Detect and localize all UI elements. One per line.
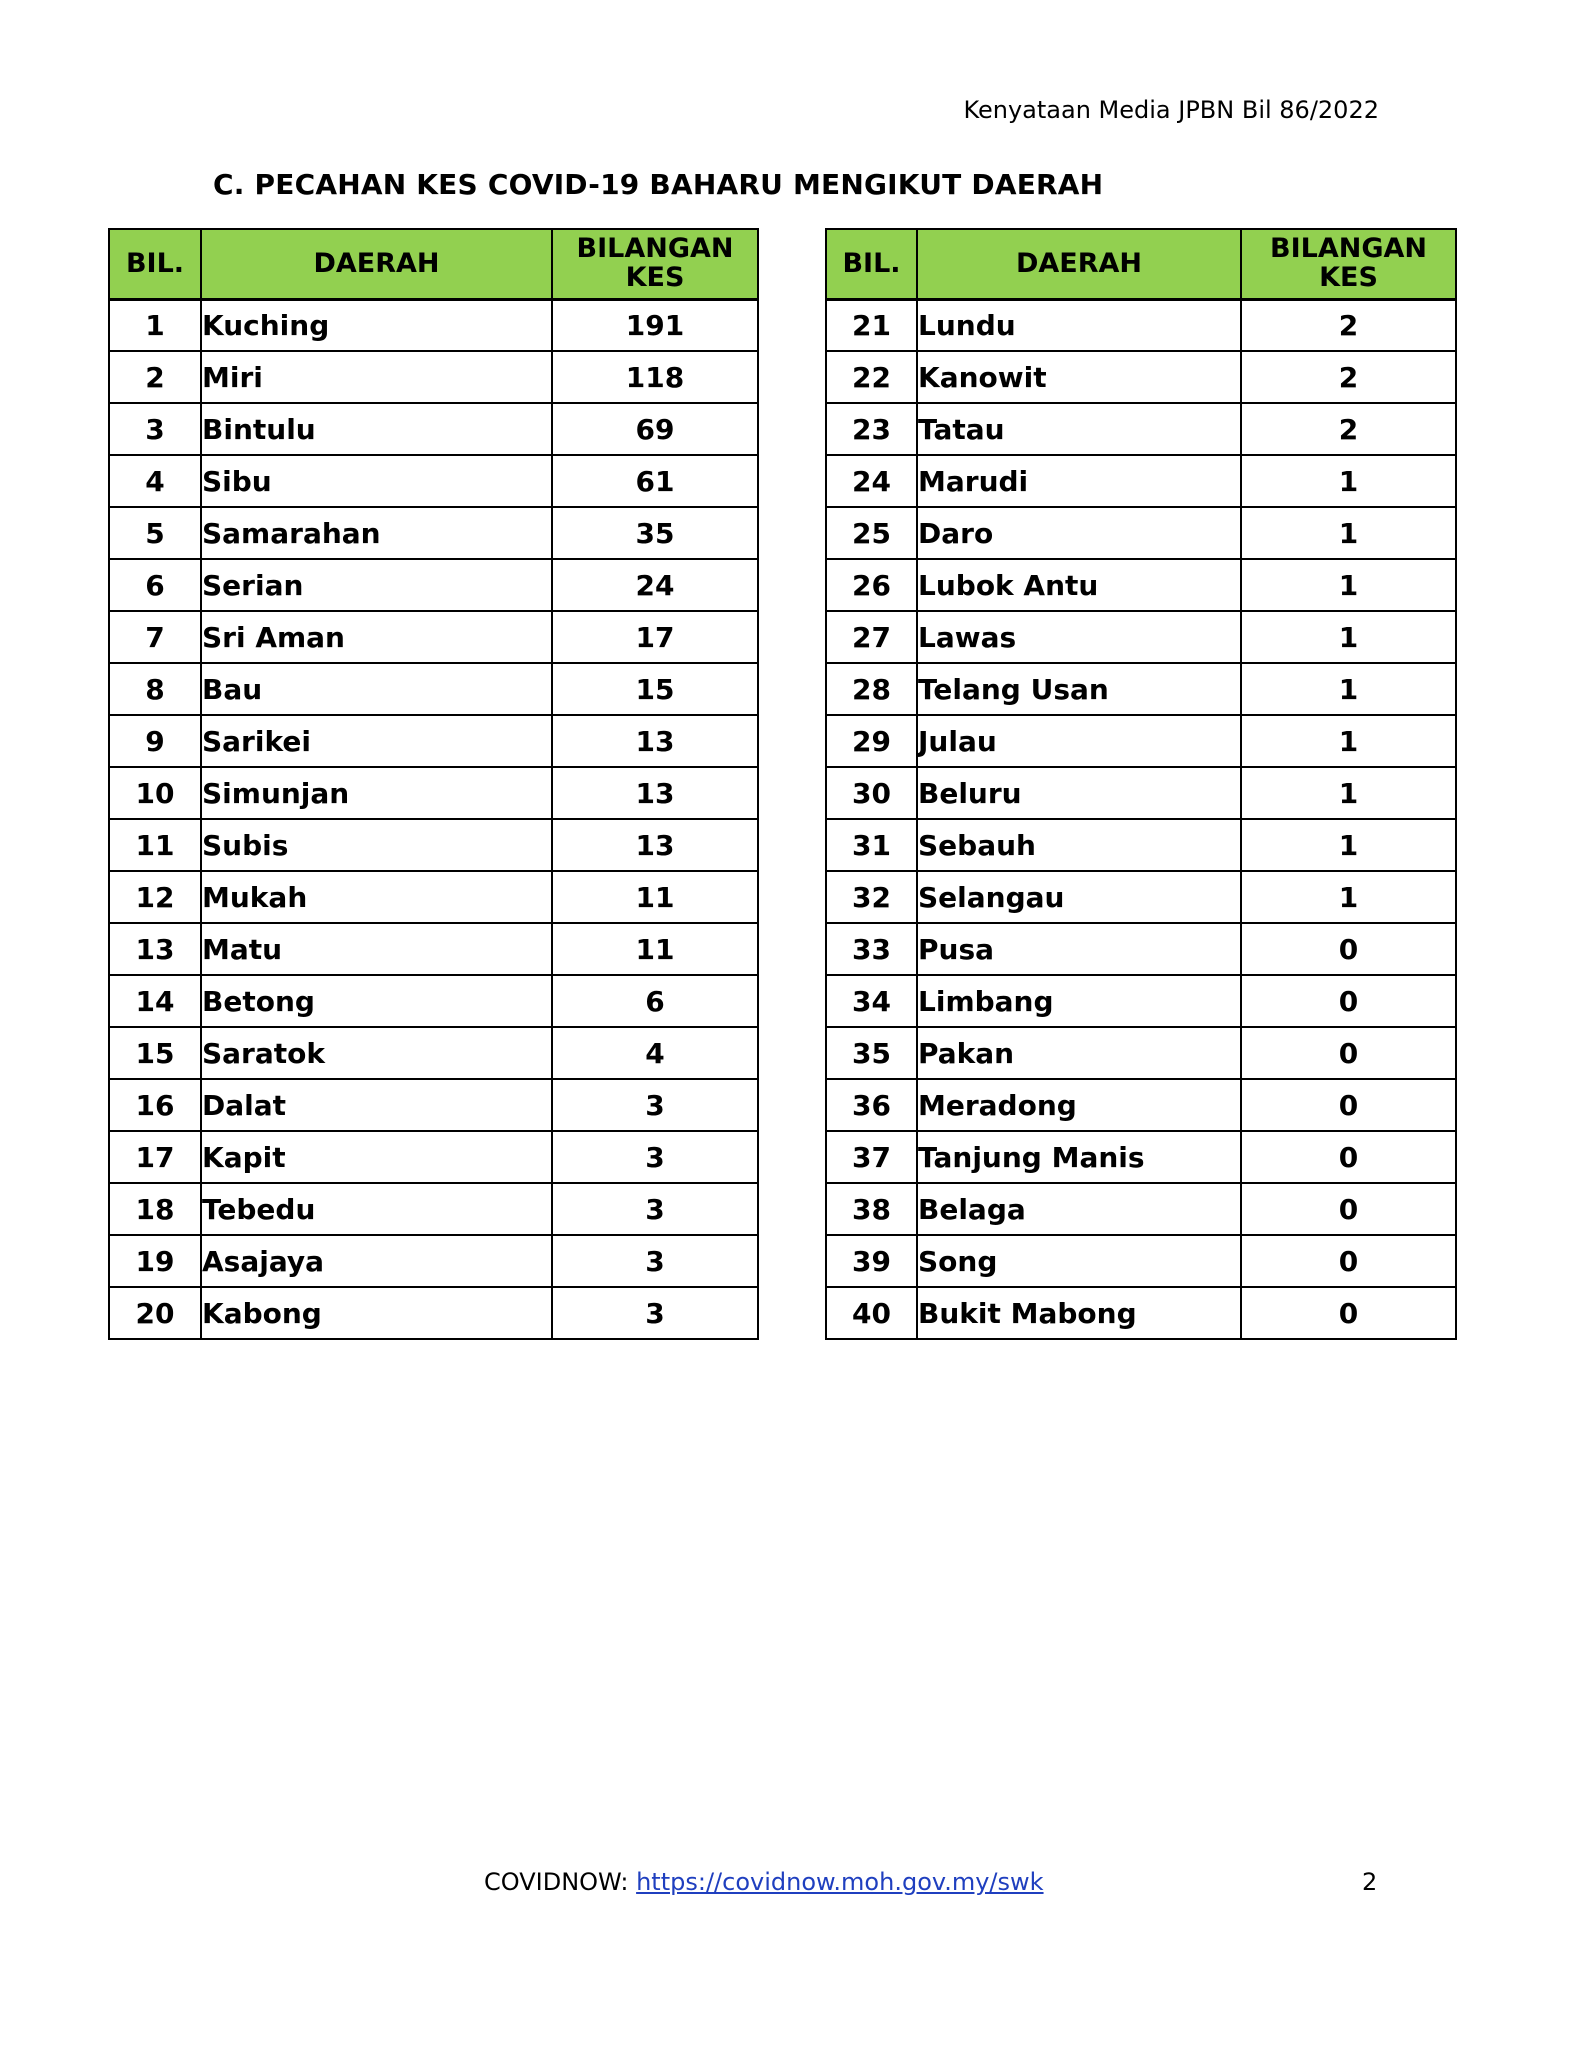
row-bil: 16 <box>109 1079 201 1131</box>
table-row <box>826 819 1456 871</box>
table-row <box>109 923 758 975</box>
table-row <box>109 715 758 767</box>
table-row <box>826 351 1456 403</box>
row-kes: 3 <box>552 1079 758 1131</box>
row-kes: 13 <box>552 767 758 819</box>
table-header-row <box>109 229 758 299</box>
table-row <box>109 1027 758 1079</box>
row-bil: 7 <box>109 611 201 663</box>
row-kes: 13 <box>552 715 758 767</box>
row-daerah: Dalat <box>201 1079 552 1131</box>
table-row <box>826 299 1456 351</box>
header-kes-line1: BILANGAN <box>1270 233 1427 265</box>
row-daerah: Bau <box>201 663 552 715</box>
section-title: C. PECAHAN KES COVID-19 BAHARU MENGIKUT DAERAH <box>213 168 1104 201</box>
row-kes: 15 <box>552 663 758 715</box>
district-table-left <box>108 228 759 1340</box>
table-row <box>109 611 758 663</box>
table-row <box>826 1235 1456 1287</box>
row-kes: 1 <box>1241 559 1456 611</box>
header-bil: BIL. <box>109 229 201 299</box>
row-bil: 26 <box>826 559 917 611</box>
row-bil: 14 <box>109 975 201 1027</box>
document-reference: Kenyataan Media JPBN Bil 86/2022 <box>963 96 1379 124</box>
row-kes: 191 <box>552 299 758 351</box>
district-table-right <box>825 228 1457 1340</box>
footer <box>484 1868 1044 1896</box>
row-daerah: Limbang <box>917 975 1241 1027</box>
row-bil: 9 <box>109 715 201 767</box>
row-daerah: Mukah <box>201 871 552 923</box>
table-body-left <box>109 299 758 1339</box>
row-kes: 2 <box>1241 299 1456 351</box>
row-kes: 118 <box>552 351 758 403</box>
row-kes: 11 <box>552 923 758 975</box>
row-daerah: Telang Usan <box>917 663 1241 715</box>
table-row <box>109 767 758 819</box>
row-bil: 32 <box>826 871 917 923</box>
row-daerah: Saratok <box>201 1027 552 1079</box>
table-row <box>826 663 1456 715</box>
table-body-right <box>826 299 1456 1339</box>
table-row <box>109 1287 758 1339</box>
row-bil: 36 <box>826 1079 917 1131</box>
table-row <box>109 1183 758 1235</box>
header-daerah: DAERAH <box>201 229 552 299</box>
row-daerah: Matu <box>201 923 552 975</box>
table-row <box>826 975 1456 1027</box>
row-daerah: Bukit Mabong <box>917 1287 1241 1339</box>
row-kes: 17 <box>552 611 758 663</box>
row-daerah: Belaga <box>917 1183 1241 1235</box>
header-kes-line1: BILANGAN <box>576 233 734 265</box>
table-row <box>826 923 1456 975</box>
row-kes: 3 <box>552 1235 758 1287</box>
row-kes: 4 <box>552 1027 758 1079</box>
row-kes: 0 <box>1241 1183 1456 1235</box>
table-row <box>826 507 1456 559</box>
row-kes: 0 <box>1241 1027 1456 1079</box>
row-bil: 5 <box>109 507 201 559</box>
header-kes-line2: KES <box>1319 261 1378 293</box>
header-bilangan-kes <box>1241 229 1456 299</box>
row-kes: 3 <box>552 1183 758 1235</box>
page-number: 2 <box>1362 1868 1378 1896</box>
row-daerah: Simunjan <box>201 767 552 819</box>
table-row <box>826 1079 1456 1131</box>
row-bil: 35 <box>826 1027 917 1079</box>
row-bil: 21 <box>826 299 917 351</box>
row-kes: 1 <box>1241 767 1456 819</box>
table-row <box>109 819 758 871</box>
row-kes: 1 <box>1241 455 1456 507</box>
row-daerah: Samarahan <box>201 507 552 559</box>
row-daerah: Betong <box>201 975 552 1027</box>
row-daerah: Lubok Antu <box>917 559 1241 611</box>
table-row <box>109 559 758 611</box>
row-bil: 34 <box>826 975 917 1027</box>
row-daerah: Meradong <box>917 1079 1241 1131</box>
row-bil: 39 <box>826 1235 917 1287</box>
row-daerah: Tanjung Manis <box>917 1131 1241 1183</box>
row-bil: 4 <box>109 455 201 507</box>
header-kes-line2: KES <box>625 261 685 293</box>
table-row <box>109 351 758 403</box>
row-daerah: Selangau <box>917 871 1241 923</box>
row-daerah: Marudi <box>917 455 1241 507</box>
header-bilangan-kes <box>552 229 758 299</box>
row-kes: 11 <box>552 871 758 923</box>
row-bil: 3 <box>109 403 201 455</box>
row-daerah: Bintulu <box>201 403 552 455</box>
row-daerah: Serian <box>201 559 552 611</box>
table-row <box>109 1079 758 1131</box>
row-kes: 6 <box>552 975 758 1027</box>
row-kes: 1 <box>1241 663 1456 715</box>
row-kes: 1 <box>1241 715 1456 767</box>
row-kes: 69 <box>552 403 758 455</box>
row-bil: 15 <box>109 1027 201 1079</box>
row-daerah: Pakan <box>917 1027 1241 1079</box>
row-kes: 1 <box>1241 507 1456 559</box>
row-bil: 12 <box>109 871 201 923</box>
row-daerah: Lawas <box>917 611 1241 663</box>
row-kes: 1 <box>1241 819 1456 871</box>
row-kes: 13 <box>552 819 758 871</box>
row-bil: 20 <box>109 1287 201 1339</box>
row-kes: 1 <box>1241 611 1456 663</box>
footer-label: COVIDNOW: <box>484 1868 637 1896</box>
table-row <box>109 663 758 715</box>
row-daerah: Sibu <box>201 455 552 507</box>
row-bil: 1 <box>109 299 201 351</box>
row-bil: 24 <box>826 455 917 507</box>
row-kes: 2 <box>1241 403 1456 455</box>
table-row <box>826 1287 1456 1339</box>
row-daerah: Miri <box>201 351 552 403</box>
table-row <box>826 559 1456 611</box>
row-bil: 29 <box>826 715 917 767</box>
row-daerah: Kuching <box>201 299 552 351</box>
row-daerah: Subis <box>201 819 552 871</box>
row-daerah: Kanowit <box>917 351 1241 403</box>
row-daerah: Kabong <box>201 1287 552 1339</box>
row-kes: 3 <box>552 1287 758 1339</box>
table-row <box>109 975 758 1027</box>
row-daerah: Sarikei <box>201 715 552 767</box>
row-daerah: Tatau <box>917 403 1241 455</box>
table-row <box>826 1183 1456 1235</box>
row-bil: 6 <box>109 559 201 611</box>
row-kes: 0 <box>1241 1079 1456 1131</box>
table-row <box>826 1131 1456 1183</box>
row-daerah: Lundu <box>917 299 1241 351</box>
row-kes: 35 <box>552 507 758 559</box>
row-bil: 13 <box>109 923 201 975</box>
table-header-row <box>826 229 1456 299</box>
row-kes: 1 <box>1241 871 1456 923</box>
table-row <box>109 871 758 923</box>
row-kes: 24 <box>552 559 758 611</box>
table-row <box>826 403 1456 455</box>
table-row <box>109 1131 758 1183</box>
header-bil: BIL. <box>826 229 917 299</box>
table-row <box>109 403 758 455</box>
row-bil: 18 <box>109 1183 201 1235</box>
row-daerah: Pusa <box>917 923 1241 975</box>
row-bil: 8 <box>109 663 201 715</box>
row-daerah: Asajaya <box>201 1235 552 1287</box>
row-daerah: Daro <box>917 507 1241 559</box>
row-bil: 31 <box>826 819 917 871</box>
row-bil: 19 <box>109 1235 201 1287</box>
row-kes: 0 <box>1241 1287 1456 1339</box>
row-bil: 37 <box>826 1131 917 1183</box>
row-bil: 23 <box>826 403 917 455</box>
row-daerah: Beluru <box>917 767 1241 819</box>
table-row <box>109 299 758 351</box>
covidnow-link[interactable]: https://covidnow.moh.gov.my/swk <box>636 1868 1044 1896</box>
row-daerah: Tebedu <box>201 1183 552 1235</box>
row-kes: 0 <box>1241 923 1456 975</box>
row-daerah: Julau <box>917 715 1241 767</box>
row-kes: 2 <box>1241 351 1456 403</box>
row-bil: 27 <box>826 611 917 663</box>
row-kes: 3 <box>552 1131 758 1183</box>
row-bil: 11 <box>109 819 201 871</box>
row-daerah: Song <box>917 1235 1241 1287</box>
row-bil: 38 <box>826 1183 917 1235</box>
table-row <box>109 507 758 559</box>
row-bil: 30 <box>826 767 917 819</box>
table-row <box>826 871 1456 923</box>
table-row <box>109 455 758 507</box>
row-kes: 0 <box>1241 1235 1456 1287</box>
row-kes: 0 <box>1241 1131 1456 1183</box>
row-bil: 28 <box>826 663 917 715</box>
row-daerah: Sebauh <box>917 819 1241 871</box>
table-row <box>826 1027 1456 1079</box>
row-bil: 17 <box>109 1131 201 1183</box>
row-kes: 0 <box>1241 975 1456 1027</box>
row-bil: 22 <box>826 351 917 403</box>
row-bil: 33 <box>826 923 917 975</box>
table-row <box>826 767 1456 819</box>
header-daerah: DAERAH <box>917 229 1241 299</box>
row-kes: 61 <box>552 455 758 507</box>
row-bil: 10 <box>109 767 201 819</box>
table-row <box>826 455 1456 507</box>
row-bil: 25 <box>826 507 917 559</box>
row-daerah: Kapit <box>201 1131 552 1183</box>
table-row <box>109 1235 758 1287</box>
row-daerah: Sri Aman <box>201 611 552 663</box>
table-row <box>826 611 1456 663</box>
table-row <box>826 715 1456 767</box>
row-bil: 40 <box>826 1287 917 1339</box>
row-bil: 2 <box>109 351 201 403</box>
